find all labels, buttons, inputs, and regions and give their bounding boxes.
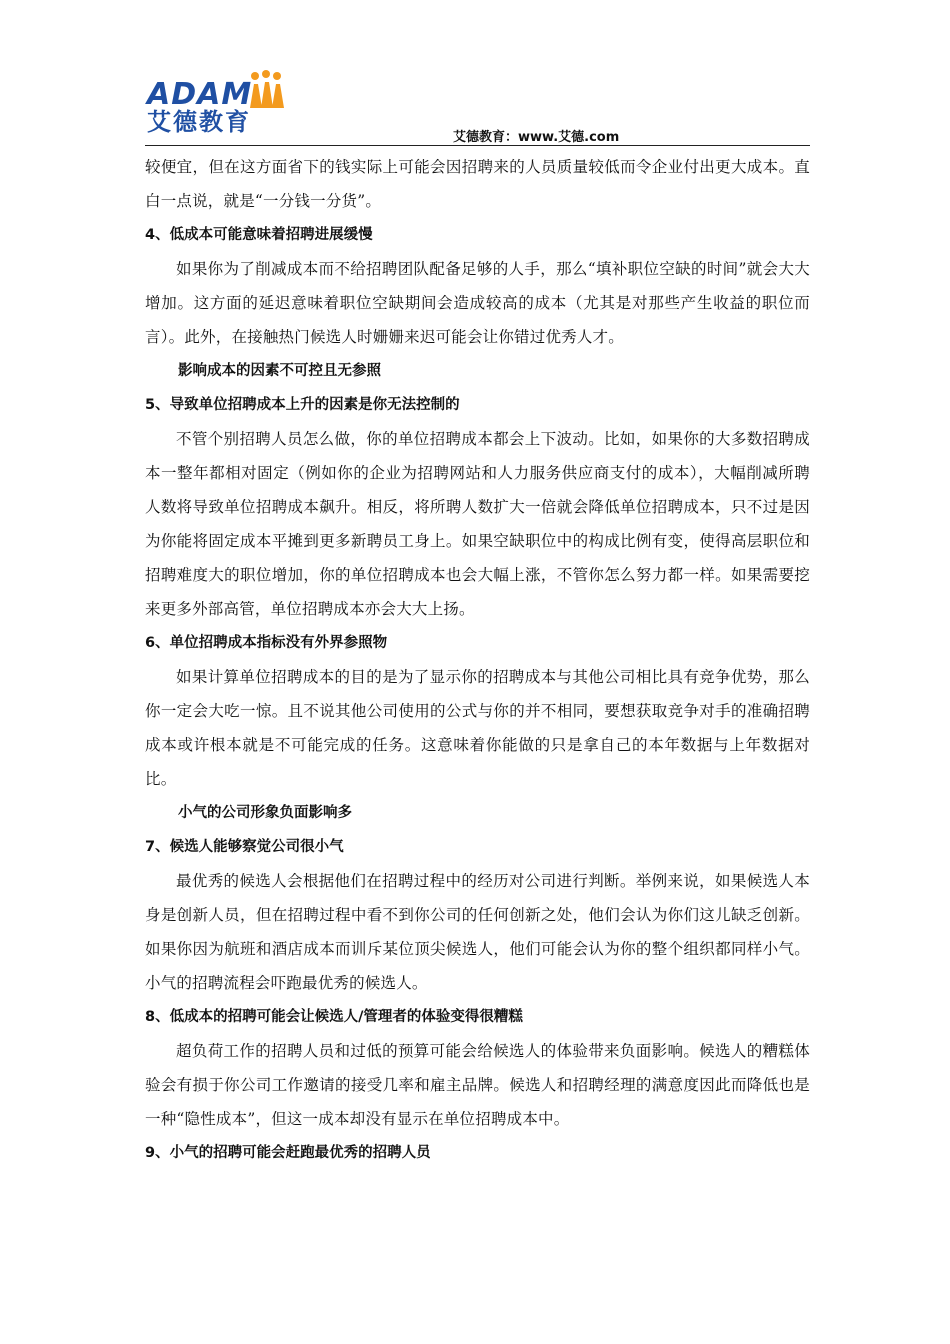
paragraph: 较便宜，但在这方面省下的钱实际上可能会因招聘来的人员质量较低而令企业付出更大成本。直白一点说，就是“一分钱一分货”。 [145, 158, 810, 210]
section-heading: 9、小气的招聘可能会赶跑最优秀的招聘人员 [145, 1145, 431, 1161]
document-header [145, 70, 810, 146]
section-heading: 6、单位招聘成本指标没有外界参照物 [145, 635, 388, 651]
header-divider [145, 145, 810, 146]
site-label: 艾德教育：www.艾德.com [453, 130, 620, 145]
paragraph: 如果计算单位招聘成本的目的是为了显示你的招聘成本与其他公司相比具有竞争优势，那么你一定会大吃一惊。且不说其他公司使用的公式与你的并不相同，要想获取竞争对手的准确招聘成本或许根本就是不可能完成的任务。这意味着你能做的只是拿自己的本年数据与上年数据对比。 [145, 668, 810, 788]
paragraph: 不管个别招聘人员怎么做，你的单位招聘成本都会上下波动。比如，如果你的大多数招聘成本一整年都相对固定（例如你的企业为招聘网站和人力服务供应商支付的成本），大幅削减所聘人数将导致单位招聘成本飙升。相反，将所聘人数扩大一倍就会降低单位招聘成本，只不过是因为你能将固定成本平摊到更多新聘员工身上。如果空缺职位中的构成比例有变，使得高层职位和招聘难度大的职位增加，你的单位招聘成本也会大幅上涨，不管你怎么努力都一样。如果需要挖来更多外部高管，单位招聘成本亦会大大上扬。 [145, 430, 810, 618]
document-body [145, 150, 810, 1170]
section-heading: 5、导致单位招聘成本上升的因素是你无法控制的 [145, 397, 460, 413]
paragraph: 超负荷工作的招聘人员和过低的预算可能会给候选人的体验带来负面影响。候选人的糟糕体验会有损于你公司工作邀请的接受几率和雇主品牌。候选人和招聘经理的满意度因此而降低也是一种“隐性成本”，但这一成本却没有显示在单位招聘成本中。 [145, 1042, 810, 1128]
subsection-heading: 小气的公司形象负面影响多 [178, 805, 352, 821]
logo-wordmark: ADAM [147, 77, 253, 112]
section-heading: 7、候选人能够察觉公司很小气 [145, 839, 344, 855]
people-icon [247, 70, 285, 110]
subsection-heading: 影响成本的因素不可控且无参照 [178, 363, 381, 379]
paragraph: 如果你为了削减成本而不给招聘团队配备足够的人手，那么“填补职位空缺的时间”就会大大增加。这方面的延迟意味着职位空缺期间会造成较高的成本（尤其是对那些产生收益的职位而言）。此外，在接触热门候选人时姗姗来迟可能会让你错过优秀人才。 [145, 260, 810, 346]
paragraph: 最优秀的候选人会根据他们在招聘过程中的经历对公司进行判断。举例来说，如果候选人本身是创新人员，但在招聘过程中看不到你公司的任何创新之处，他们会认为你们这儿缺乏创新。如果你因为航班和酒店成本而训斥某位顶尖候选人，他们可能会认为你的整个组织都同样小气。小气的招聘流程会吓跑最优秀的候选人。 [145, 872, 810, 992]
section-heading: 4、低成本可能意味着招聘进展缓慢 [145, 227, 373, 243]
section-heading: 8、低成本的招聘可能会让候选人/管理者的体验变得很糟糕 [145, 1009, 523, 1025]
adam-logo [145, 70, 285, 138]
logo-chinese-name: 艾德教育 [147, 108, 251, 136]
